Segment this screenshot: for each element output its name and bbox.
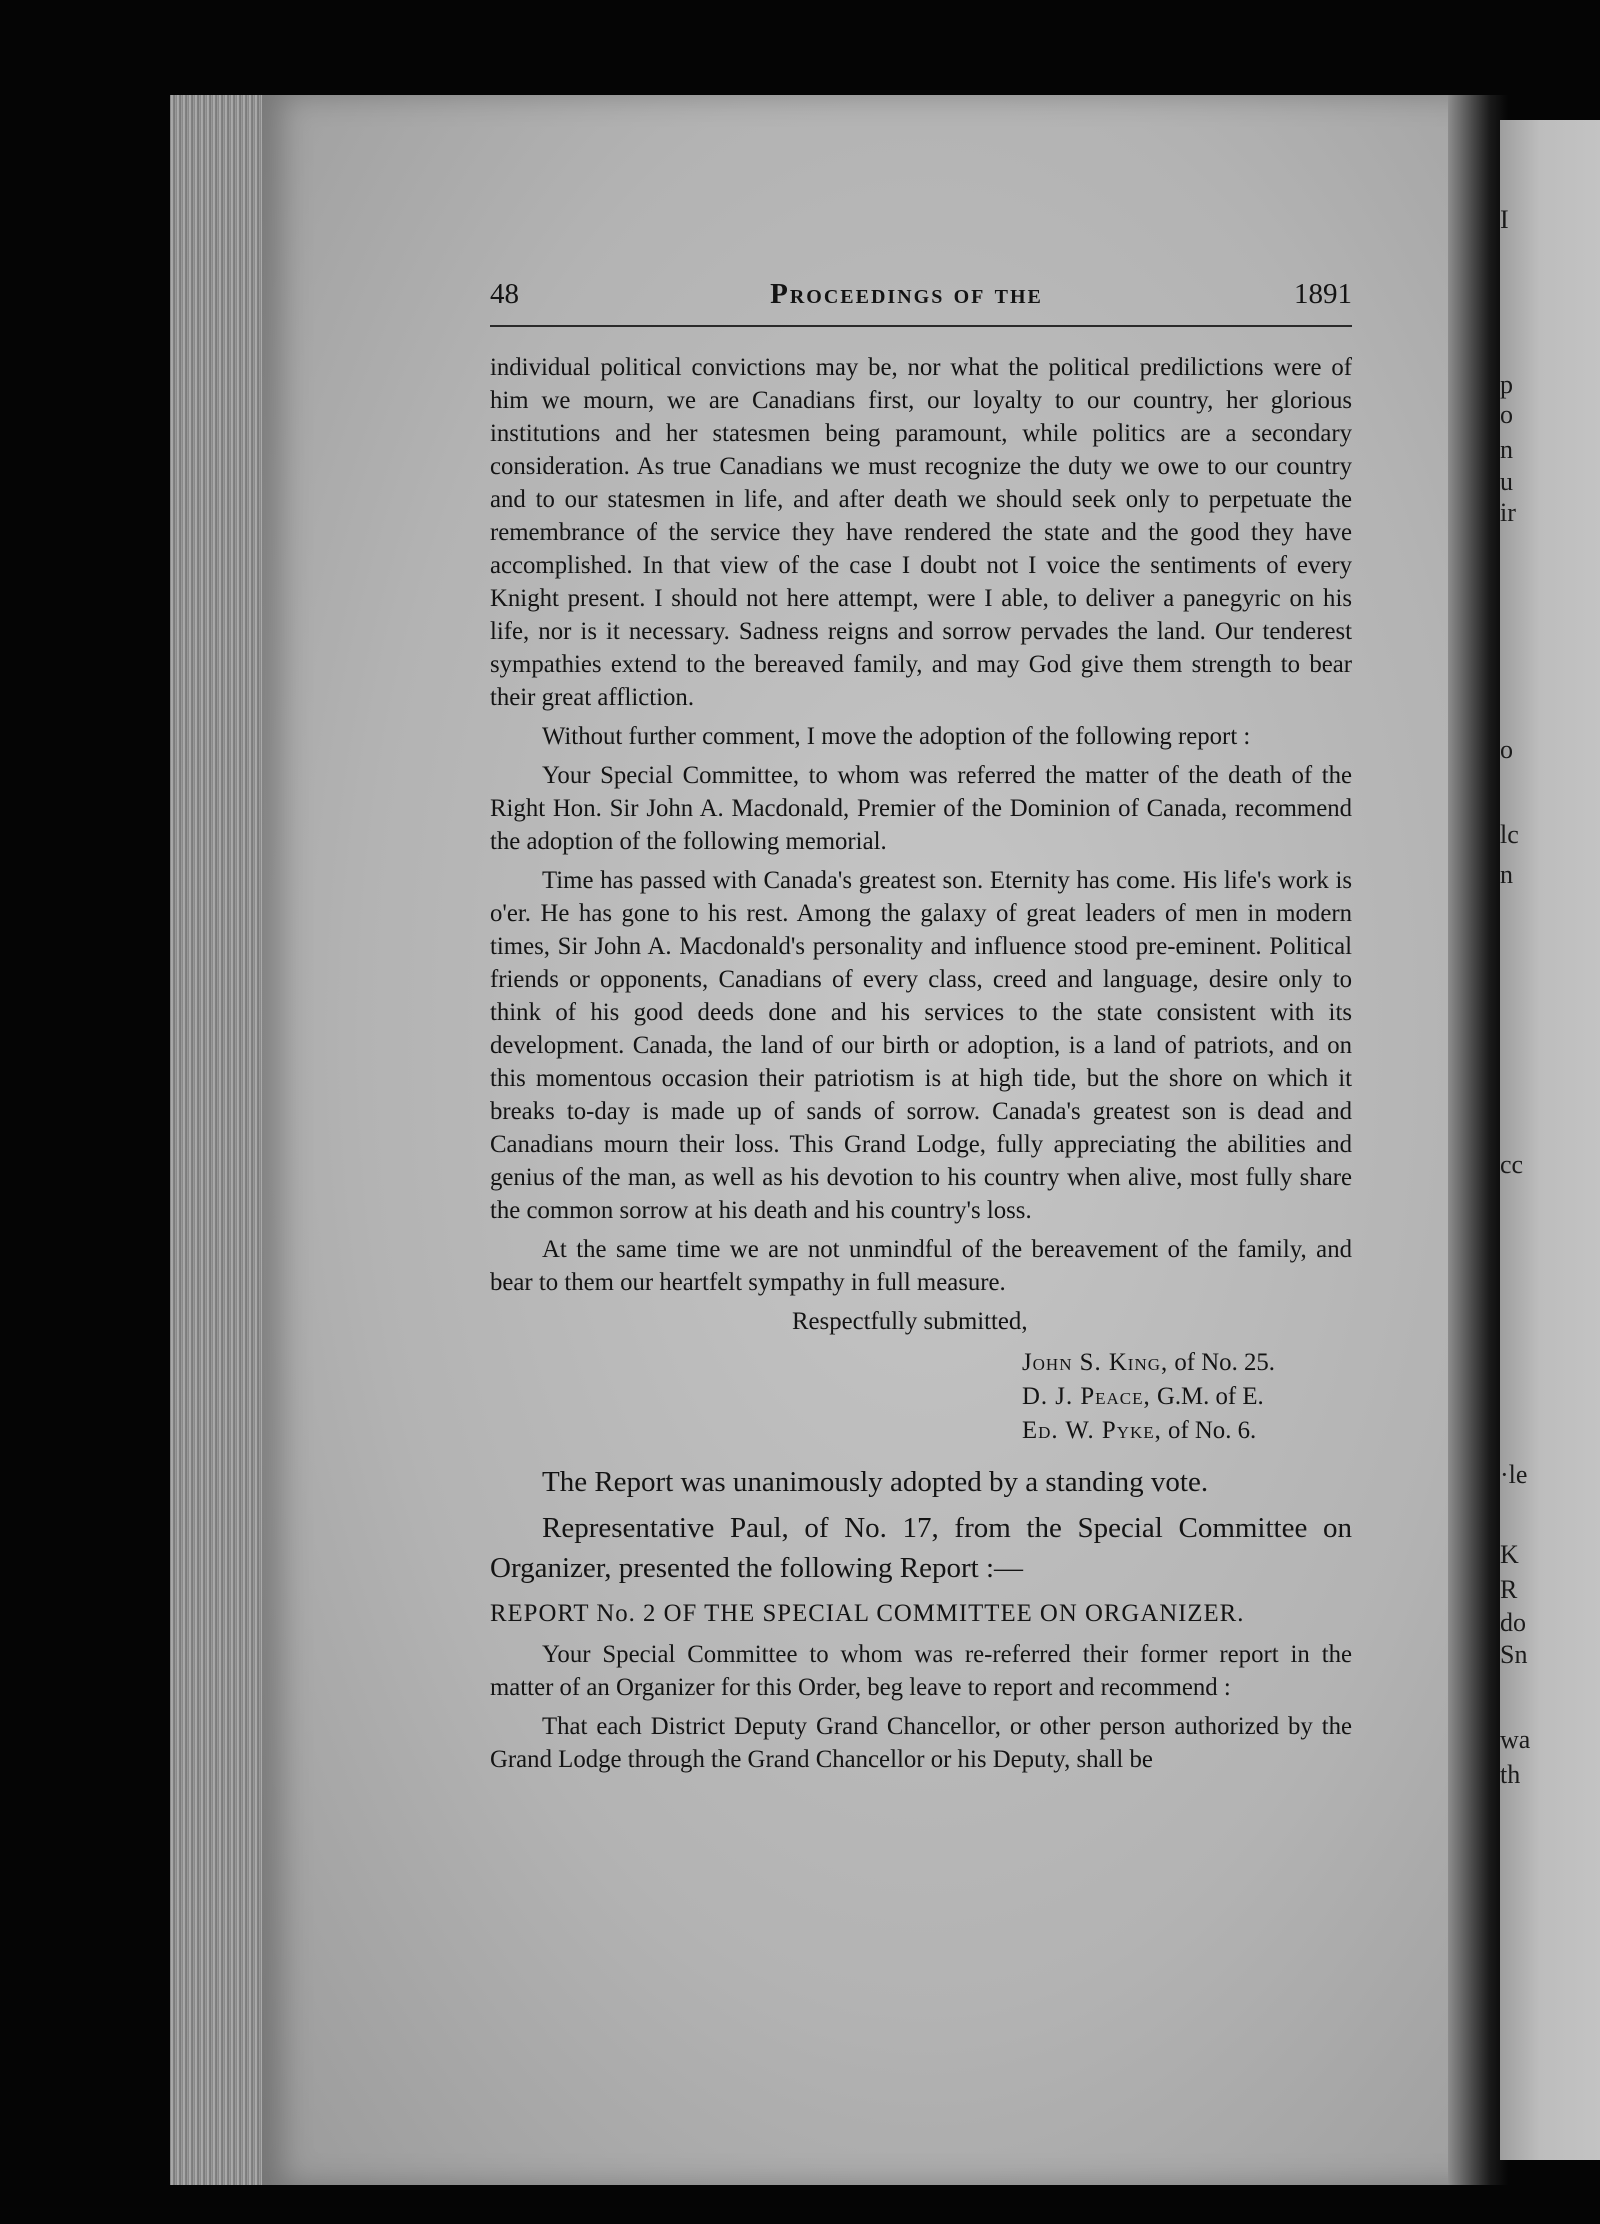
facing-fragment: p xyxy=(1500,370,1513,399)
facing-fragment: ir xyxy=(1500,498,1516,527)
book-page-edges xyxy=(170,95,265,2185)
paragraph: individual political convictions may be, nor what the political predilictions were of him we mourn, we are Canadians first, our loyalty to our country, her glorious institutions and her statesmen being paramount, while politics are a secondary consideration. As true Canadians we must recognize the duty we owe to our country and to our statesmen in life, and after death we should seek only to perpetuate the remembrance of the service they have rendered the state and the good they have accomplished. In that view of the case I doubt not I voice the sentiments of every Knight present. I should not here attempt, were I able, to deliver a panegyric on his life, nor is it necessary. Sadness reigns and sorrow pervades the land. Our tenderest sympathies extend to the bereaved family, and may God give them strength to bear their great affliction. xyxy=(490,354,1352,711)
facing-fragment: R xyxy=(1500,1575,1518,1604)
paragraph: Time has passed with Canada's greatest son. Eternity has come. His life's work is o'er. He has gone to his rest. Among the galaxy of great leaders of men in modern times, Sir John A. Macdonald's personality and influence stood pre-eminent. Political friends or opponents, Canadians of every class, creed and language, desire only to think of his good deeds done and his services to the state consistent with its development. Canada, the land of our birth or adoption, is a land of patriots, and on this momentous occasion their patriotism is at high tide, but the shore on which it breaks to-day is made up of sands of sorrow. Canada's greatest son is dead and Canadians mourn their loss. This Grand Lodge, fully appreciating the abilities and genius of the man, as well as his devotion to his country when alive, most fully share the common sorrow at his death and his country's loss. xyxy=(490,867,1352,1224)
facing-fragment: wa xyxy=(1500,1725,1531,1754)
facing-fragment: cc xyxy=(1500,1150,1524,1179)
facing-page xyxy=(1500,120,1600,2160)
signatory xyxy=(1022,1380,1352,1414)
adopted-statement: The Report was unanimously adopted by a standing vote. xyxy=(542,1466,1209,1498)
representative-statement: Representative Paul, of No. 17, from the Special Committee on Organizer, presented the following Report :— xyxy=(490,1512,1352,1584)
signatory-name: D. J. Peace, xyxy=(1022,1383,1151,1410)
paragraph: At the same time we are not unmindful of the bereavement of the family, and bear to them our heartfelt sympathy in full measure. xyxy=(490,1236,1352,1296)
paragraph: Your Special Committee, to whom was referred the matter of the death of the Right Hon. Sir John A. Macdonald, Premier of the Dominion of Canada, recommend the adoption of the following memorial. xyxy=(490,762,1352,855)
signatory-name: John S. King, xyxy=(1022,1349,1169,1376)
report-paragraph: That each District Deputy Grand Chancellor, or other person authorized by the Grand Lodge through the Grand Chancellor or his Deputy, shall be xyxy=(490,1713,1352,1773)
signatory-detail: of No. 6. xyxy=(1168,1417,1257,1444)
page-number: 48 xyxy=(490,278,519,310)
signatory xyxy=(1022,1346,1352,1380)
report-heading: REPORT No. 2 OF THE SPECIAL COMMITTEE ON ORGANIZER. xyxy=(490,1600,1245,1627)
facing-fragment: Sn xyxy=(1500,1640,1528,1669)
book-gutter-shadow xyxy=(1448,95,1508,2185)
facing-fragment: lc xyxy=(1500,820,1519,849)
page-text-block xyxy=(490,278,1352,1782)
report-paragraph: Your Special Committee to whom was re-referred their former report in the matter of an Organizer for this Order, beg leave to report and recommend : xyxy=(490,1641,1352,1701)
running-title: Proceedings of the xyxy=(770,278,1043,310)
header-year: 1891 xyxy=(1293,278,1352,310)
signatory-name: Ed. W. Pyke, xyxy=(1022,1417,1162,1444)
signatory-detail: G.M. of E. xyxy=(1156,1383,1264,1410)
paragraph: Without further comment, I move the adoption of the following report : xyxy=(542,723,1251,750)
closing-line: Respectfully submitted, xyxy=(792,1308,1028,1335)
facing-fragment: u xyxy=(1500,467,1513,496)
facing-fragment: I xyxy=(1500,205,1509,234)
facing-fragment: K xyxy=(1500,1540,1519,1569)
signatory xyxy=(1022,1414,1352,1448)
facing-fragment: do xyxy=(1500,1608,1526,1637)
facing-fragment: ·le xyxy=(1500,1460,1528,1489)
facing-fragment: n xyxy=(1500,435,1513,464)
facing-fragment: n xyxy=(1500,860,1513,889)
facing-fragment: th xyxy=(1500,1760,1521,1789)
facing-fragment: o xyxy=(1500,400,1513,429)
signatory-detail: of No. 25. xyxy=(1174,1349,1275,1376)
facing-fragment: o xyxy=(1500,735,1513,764)
running-header xyxy=(490,278,1352,327)
signature-block xyxy=(490,1346,1352,1448)
